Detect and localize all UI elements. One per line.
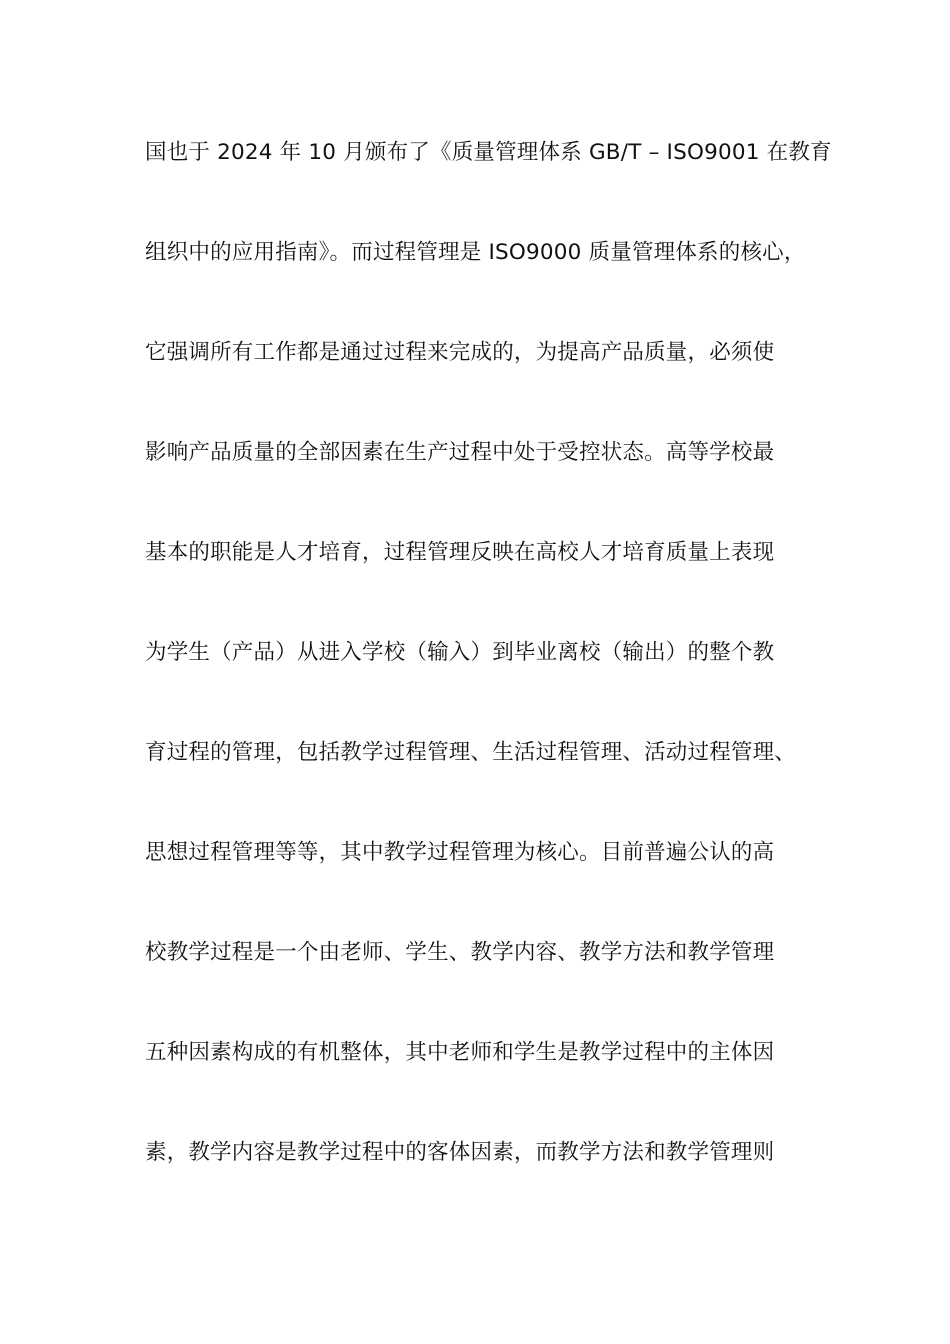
text-line: 国也于 2024 年 10 月颁布了《质量管理体系 GB/T – ISO9001 在教育 <box>145 140 832 165</box>
text-line: 基本的职能是人才培育，过程管理反映在高校人才培育质量上表现 <box>145 540 775 565</box>
text-line: 五种因素构成的有机整体，其中老师和学生是教学过程中的主体因 <box>145 1040 775 1065</box>
body-paragraph <box>145 128 832 1228</box>
text-line: 校教学过程是一个由老师、学生、教学内容、教学方法和教学管理 <box>145 940 775 965</box>
text-line: 思想过程管理等等，其中教学过程管理为核心。目前普遍公认的高 <box>145 840 775 865</box>
text-line: 素，教学内容是教学过程中的客体因素，而教学方法和教学管理则 <box>145 1140 775 1165</box>
text-line: 影响产品质量的全部因素在生产过程中处于受控状态。高等学校最 <box>145 440 775 465</box>
text-line: 组织中的应用指南》。而过程管理是 ISO9000 质量管理体系的核心， <box>145 240 806 265</box>
text-line: 它强调所有工作都是通过过程来完成的，为提高产品质量，必须使 <box>145 340 775 365</box>
text-line: 育过程的管理，包括教学过程管理、生活过程管理、活动过程管理、 <box>145 740 797 765</box>
text-line: 为学生（产品）从进入学校（输入）到毕业离校（输出）的整个教 <box>145 640 775 665</box>
